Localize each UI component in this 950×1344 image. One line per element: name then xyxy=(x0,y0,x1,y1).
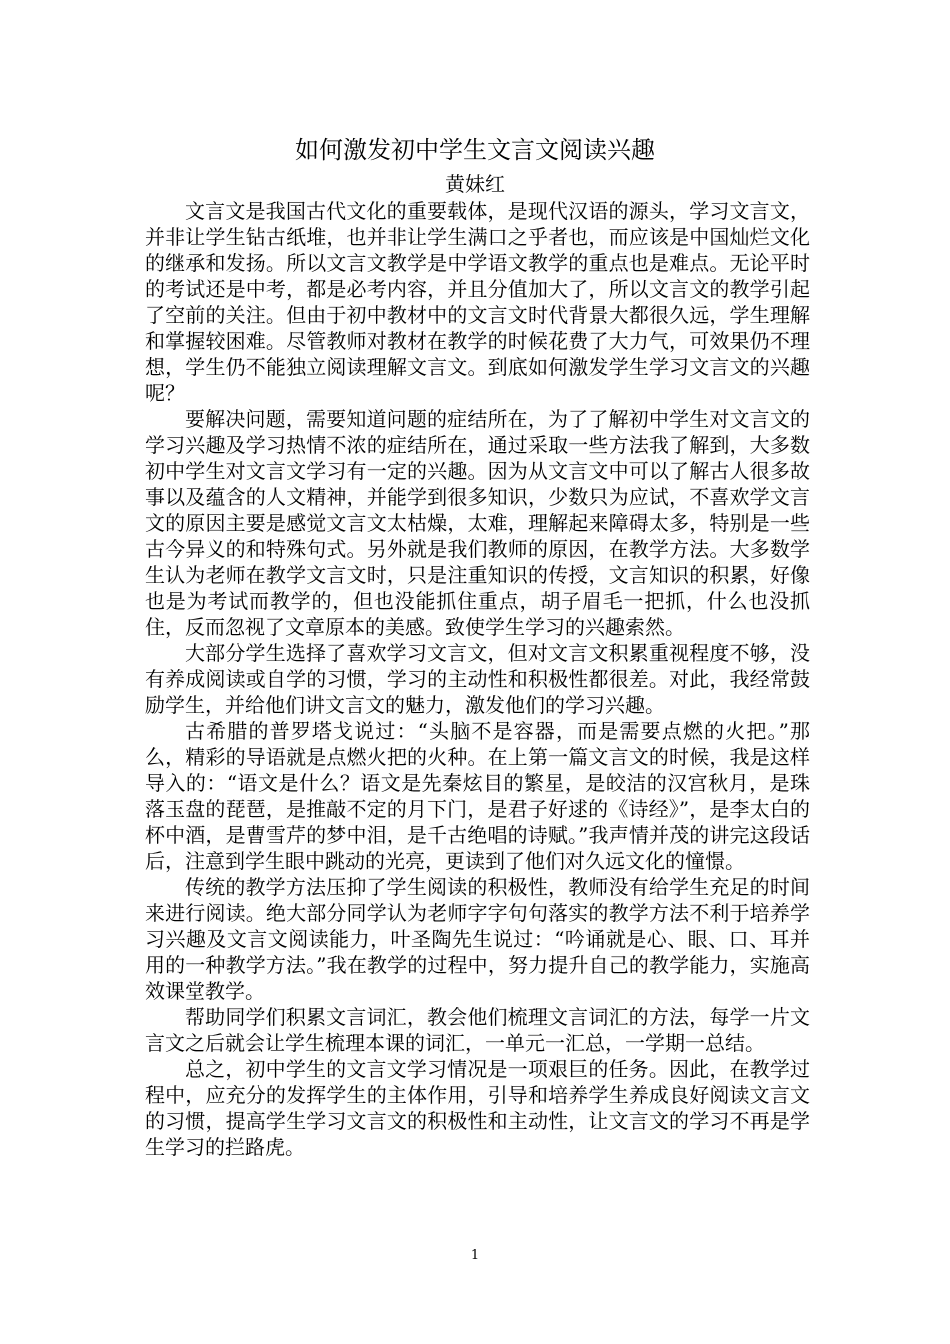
paragraph-2: 要解决问题，需要知道问题的症结所在，为了了解初中学生对文言文的学习兴趣及学习热情不浓的症结所在，通过采取一些方法我了解到，大多数初中学生对文言文学习有一定的兴趣。因为从文言文中可以了解古人很多故事以及蕴含的人文精神，并能学到很多知识，少数只为应试，不喜欢学文言文的原因主要是感觉文言文太枯燥，太难，理解起来障碍太多，特别是一些古今异义的和特殊句式。另外就是我们教师的原因，在教学方法。大多数学生认为老师在教学文言文时，只是注重知识的传授，文言知识的积累，好像也是为考试而教学的，但也没能抓住重点，胡子眉毛一把抓，什么也没抓住，反而忽视了文章原本的美感。致使学生学习的兴趣索然。 xyxy=(145,407,810,639)
paragraph-4: 古希腊的普罗塔戈说过：“头脑不是容器，而是需要点燃的火把。”那么，精彩的导语就是点燃火把的火种。在上第一篇文言文的时候，我是这样导入的：“语文是什么？语文是先秦炫目的繁星，是皎洁的汉宫秋月，是珠落玉盘的琵琶，是推敲不定的月下门，是君子好逑的《诗经》”，是李太白的杯中酒，是曹雪芹的梦中泪，是千古绝唱的诗赋。”我声情并茂的讲完这段话后，注意到学生眼中跳动的光亮，更读到了他们对久远文化的憧憬。 xyxy=(145,719,810,873)
page-number: 1 xyxy=(470,1248,480,1263)
paragraph-3: 大部分学生选择了喜欢学习文言文，但对文言文积累重视程度不够，没有养成阅读或自学的习惯，学习的主动性和积极性都很差。对此，我经常鼓励学生，并给他们讲文言文的魅力，激发他们的学习兴趣。 xyxy=(145,641,810,717)
paragraph-1: 文言文是我国古代文化的重要载体，是现代汉语的源头，学习文言文，并非让学生钻古纸堆，也并非让学生满口之乎者也，而应该是中国灿烂文化的继承和发扬。所以文言文教学是中学语文教学的重点也是难点。无论平时的考试还是中考，都是必考内容，并且分值加大了，所以文言文的教学引起了空前的关注。但由于初中教材中的文言文时代背景大都很久远，学生理解和掌握较困难。尽管教师对教材在教学的时候花费了大力气，可效果仍不理想，学生仍不能独立阅读理解文言文。到底如何激发学生学习文言文的兴趣呢？ xyxy=(145,199,810,405)
document-title: 如何激发初中学生文言文阅读兴趣 xyxy=(295,136,655,164)
paragraph-7: 总之，初中学生的文言文学习情况是一项艰巨的任务。因此，在教学过程中，应充分的发挥学生的主体作用，引导和培养学生养成良好阅读文言文的习惯，提高学生学习文言文的积极性和主动性，让文言文的学习不再是学生学习的拦路虎。 xyxy=(145,1057,810,1159)
document-body xyxy=(145,198,810,1160)
paragraph-5: 传统的教学方法压抑了学生阅读的积极性，教师没有给学生充足的时间来进行阅读。绝大部分同学认为老师字字句句落实的教学方法不利于培养学习兴趣及文言文阅读能力，叶圣陶先生说过：“吟诵就是心、眼、口、耳并用的一种教学方法。”我在教学的过程中，努力提升自己的教学能力，实施高效课堂教学。 xyxy=(145,875,810,1003)
paragraph-6: 帮助同学们积累文言词汇，教会他们梳理文言词汇的方法，每学一片文言文之后就会让学生梳理本课的词汇，一单元一汇总，一学期一总结。 xyxy=(145,1005,810,1055)
document-author: 黄妹红 xyxy=(445,172,505,196)
